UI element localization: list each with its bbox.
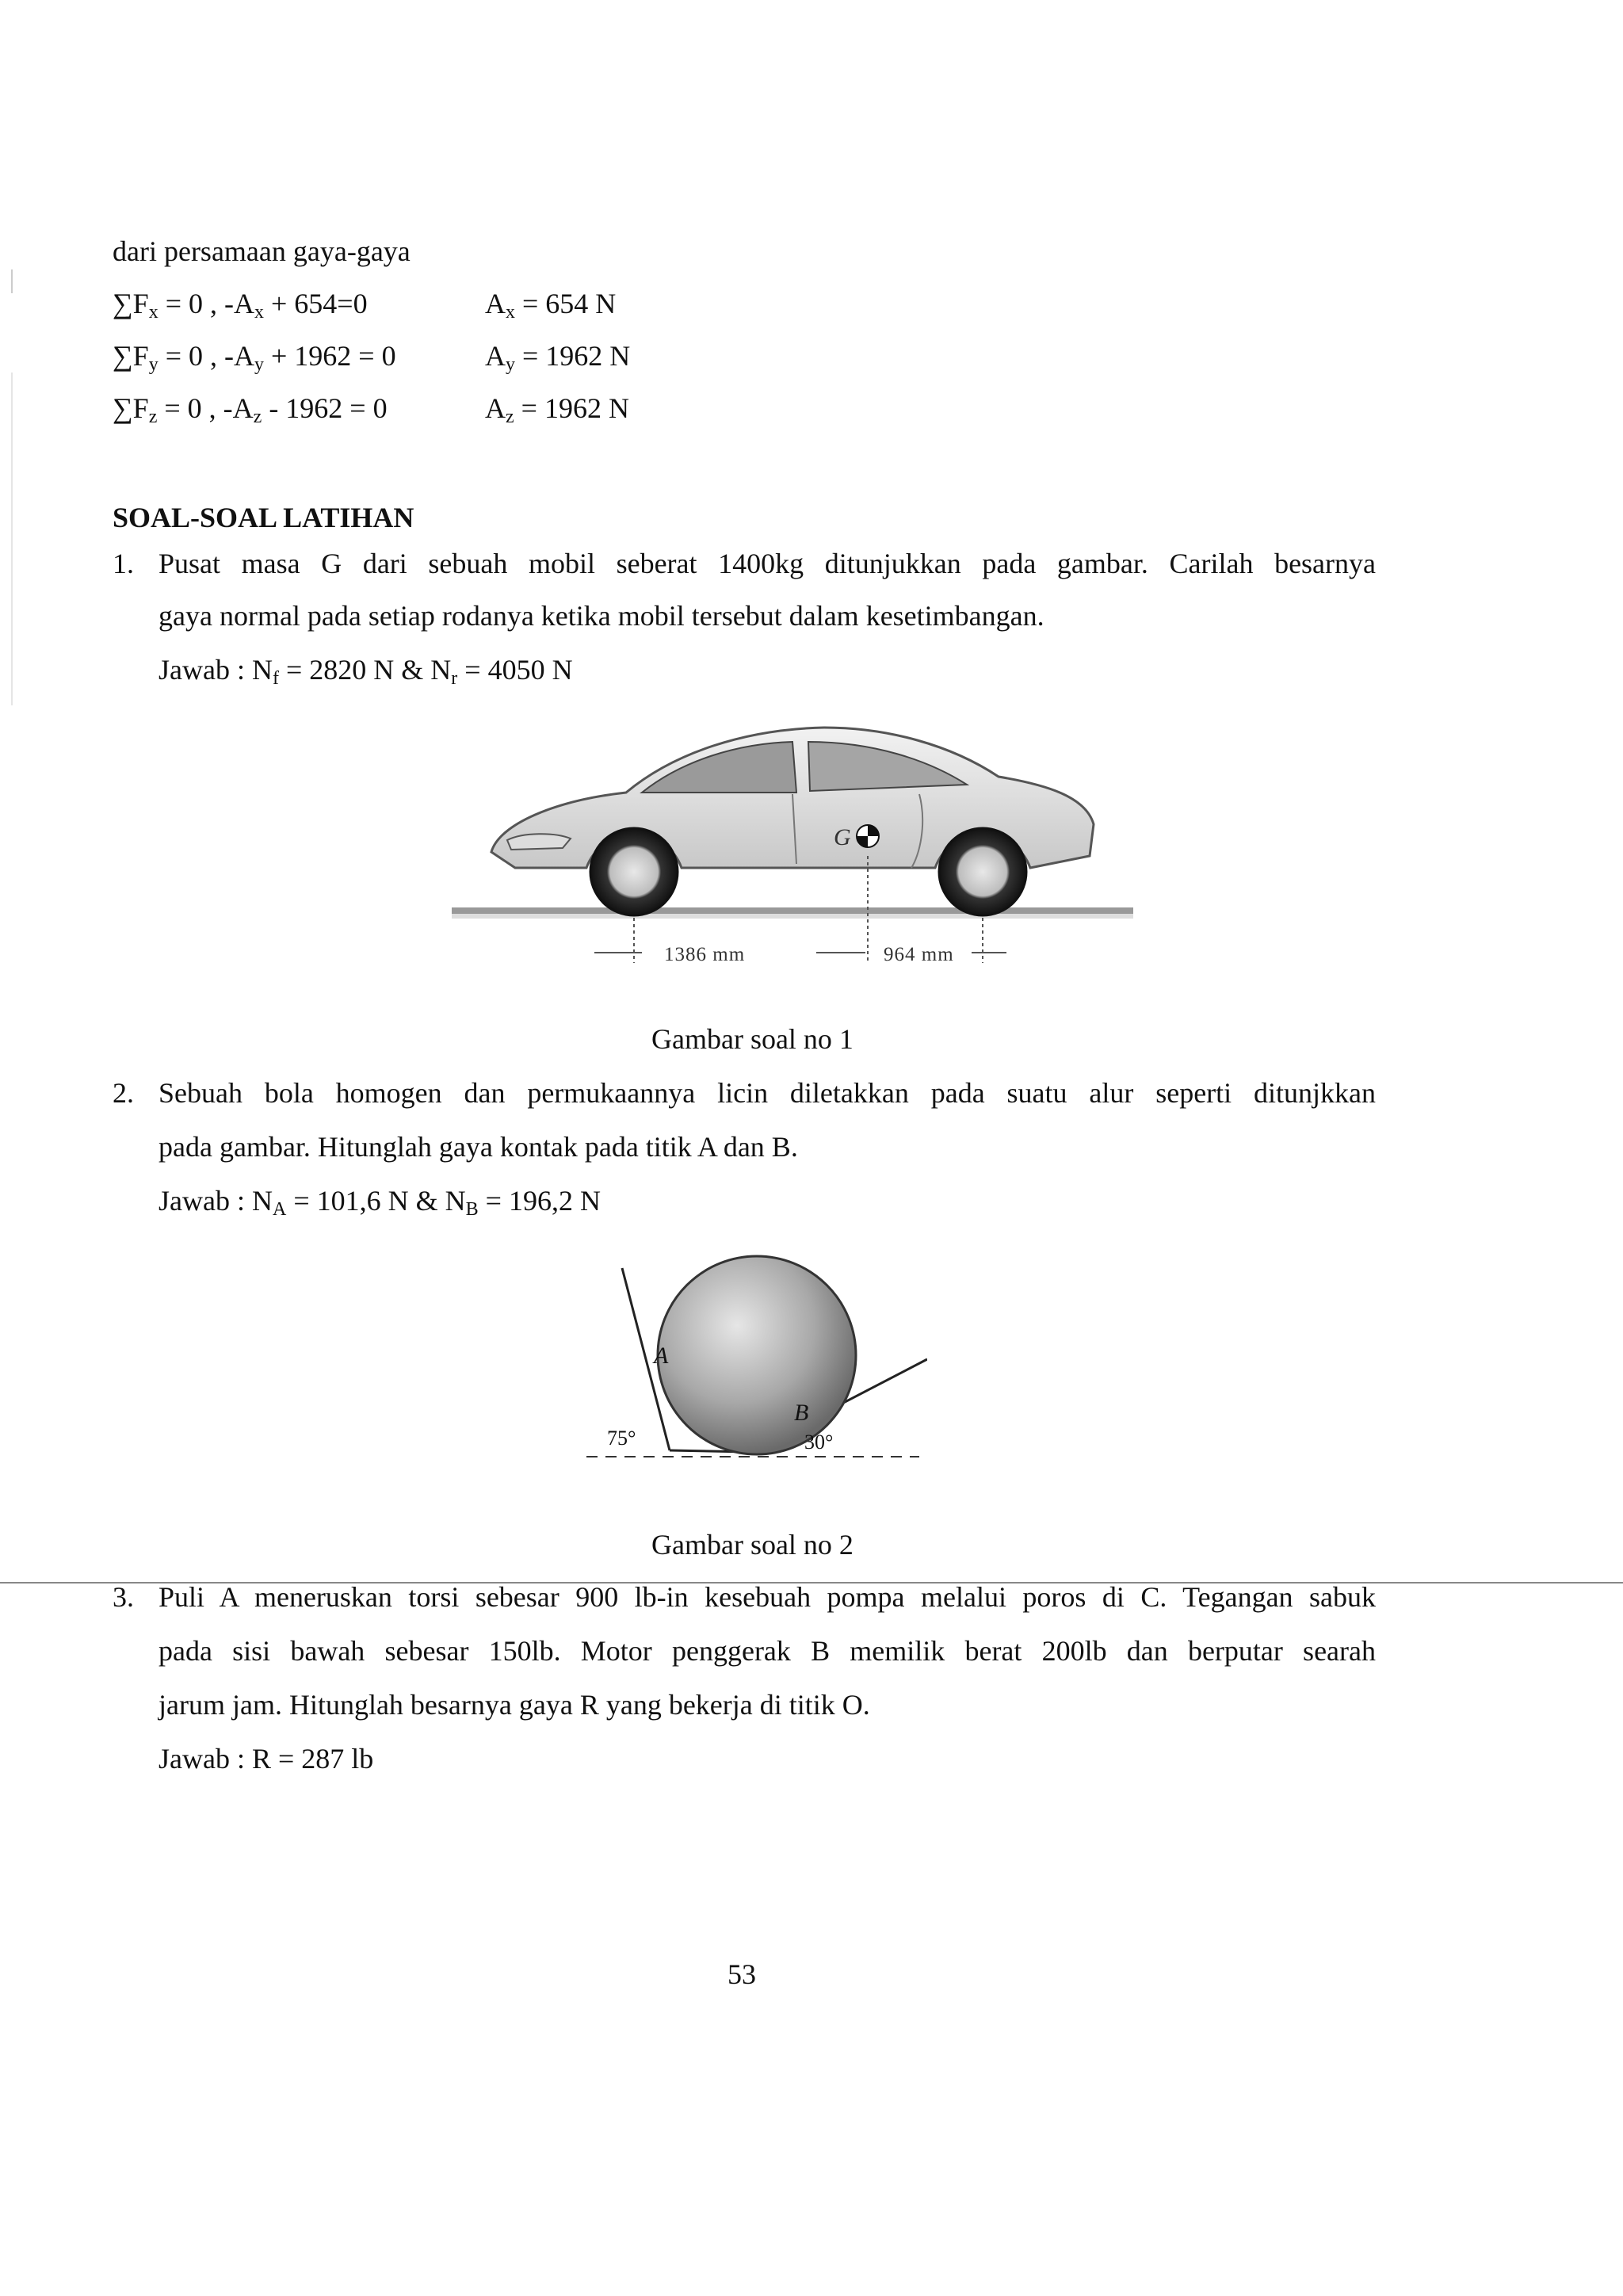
problem-text: jarum jam. Hitunglah besarnya gaya R yang bekerja di titik O.	[158, 1689, 870, 1721]
sphere	[658, 1256, 856, 1454]
dim-964: 964 mm	[884, 944, 954, 965]
label-b: B	[794, 1400, 809, 1426]
equation-row: $\sum F_x = 0$ , $-A_x + 654=0$ $A_x = 654$ N	[113, 288, 617, 323]
figure-caption: Gambar soal no 2	[651, 1529, 854, 1561]
answer-text: Jawab : $N_A = 101,6$ N & $N_B = 196,2$ N	[158, 1185, 601, 1220]
front-wheel	[590, 828, 678, 915]
angle-30: 30°	[804, 1431, 834, 1454]
equation-row: $\sum F_y = 0$ , $-A_y + 1962 = 0$ $A_y = 1962$ N	[113, 340, 631, 375]
problem-number: 2.	[113, 1077, 134, 1109]
dim-1386: 1386 mm	[664, 944, 746, 965]
problem-text: pada sisi bawah sebesar 150lb. Motor penggerak B memilik berat 200lb dan berputar searah	[158, 1635, 1376, 1667]
problem-text: Sebuah bola homogen dan permukaannya licin diletakkan pada suatu alur seperti ditunjkkan	[158, 1077, 1376, 1109]
equation-row: $\sum F_z = 0$ , $-A_z - 1962 = 0$ $A_z = 1962$ N	[113, 392, 629, 427]
scan-edge-mark	[11, 372, 13, 705]
angle-75: 75°	[607, 1427, 636, 1450]
g-label: G	[834, 824, 851, 850]
figure-caption: Gambar soal no 1	[651, 1023, 854, 1055]
answer-text: Jawab : $N_f = 2820$ N & $N_r = 4050$ N	[158, 654, 573, 689]
headlight	[507, 834, 571, 850]
page-number: 53	[727, 1958, 756, 1990]
ground-shadow	[452, 914, 1133, 919]
problem-text: Pusat masa G dari sebuah mobil seberat 1400kg ditunjukkan pada gambar. Carilah besarnya	[158, 548, 1376, 579]
section-title: SOAL-SOAL LATIHAN	[113, 502, 414, 533]
problem-text: Puli A meneruskan torsi sebesar 900 lb-in kesebuah pompa melalui poros di C. Tegangan sabuk	[158, 1581, 1376, 1613]
answer-text: Jawab : R = 287 lb	[158, 1743, 374, 1775]
problem-number: 1.	[113, 548, 134, 579]
scan-edge-mark	[11, 269, 13, 293]
car-figure	[444, 705, 1157, 975]
intro-text: dari persamaan gaya-gaya	[113, 235, 411, 267]
problem-text: pada gambar. Hitunglah gaya kontak pada titik A dan B.	[158, 1131, 798, 1163]
ground-line	[452, 907, 1133, 914]
problem-text: gaya normal pada setiap rodanya ketika mobil tersebut dalam kesetimbangan.	[158, 600, 1044, 632]
rear-wheel	[939, 828, 1026, 915]
sphere-figure	[579, 1252, 927, 1506]
problem-number: 3.	[113, 1581, 134, 1613]
center-of-mass-icon	[857, 825, 879, 847]
label-a: A	[654, 1343, 669, 1369]
